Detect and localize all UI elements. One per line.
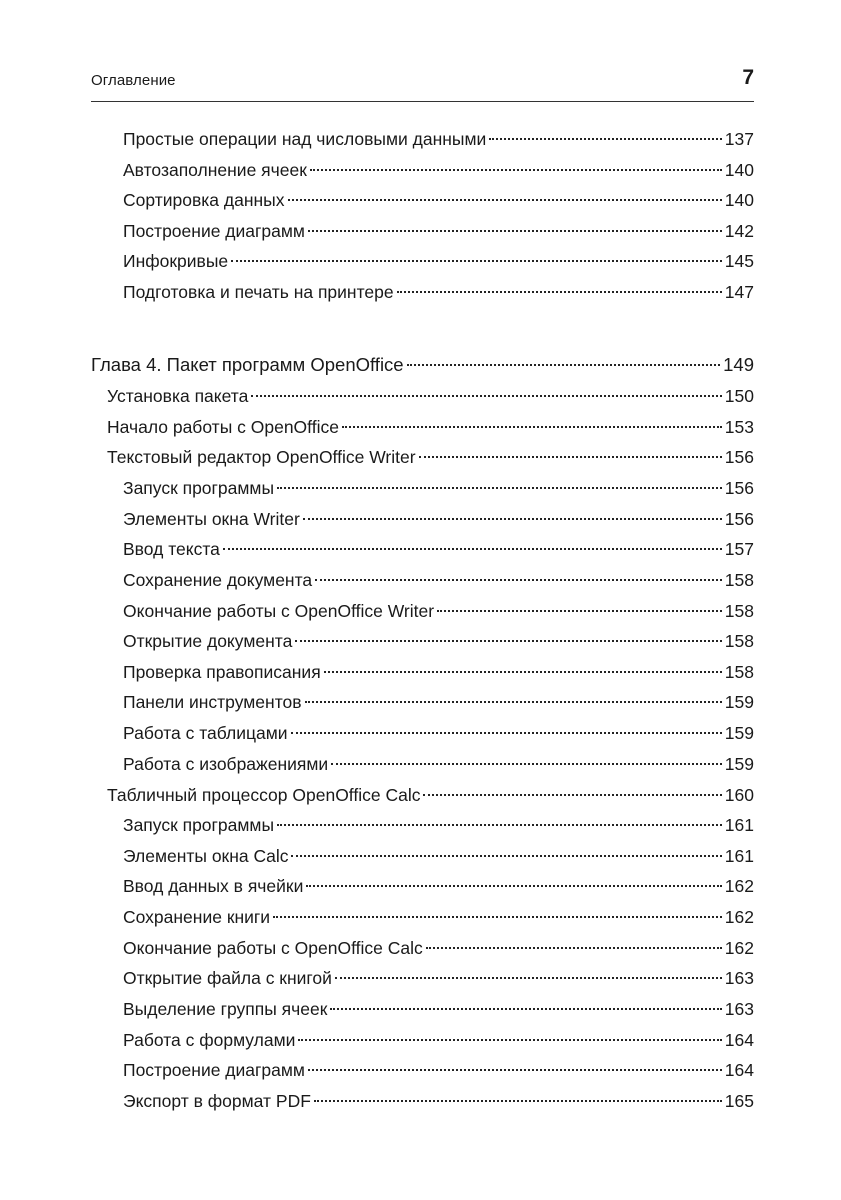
toc-entry-page: 159 [724, 754, 754, 774]
toc-section-entry [107, 414, 754, 440]
toc-entry-page: 164 [724, 1060, 754, 1080]
dot-leader [331, 763, 722, 765]
toc-entry-title: Проверка правописания [123, 662, 321, 682]
toc-entry-page: 161 [724, 846, 754, 866]
toc-subsection-entry [123, 536, 754, 562]
toc-entry-title: Панели инструментов [123, 692, 302, 712]
toc-entry-title: Ввод текста [123, 539, 220, 559]
toc-subsection-entry [123, 157, 754, 183]
dot-leader [277, 824, 722, 826]
toc-entry-page: 162 [724, 938, 754, 958]
toc-subsection-entry [123, 843, 754, 869]
toc-entry-page: 153 [724, 417, 754, 437]
toc-section-entry [107, 782, 754, 808]
toc-subsection-entry [123, 751, 754, 777]
toc-subsection-entry [123, 187, 754, 213]
toc-subsection-entry [123, 873, 754, 899]
toc-entry-page: 160 [724, 785, 754, 805]
toc-entry-title: Построение диаграмм [123, 1060, 305, 1080]
toc-subsection-entry [123, 659, 754, 685]
toc-entry-page: 156 [724, 509, 754, 529]
toc-entry-title: Работа с формулами [123, 1030, 296, 1050]
dot-leader [330, 1008, 721, 1010]
toc-entry-title: Окончание работы с OpenOffice Calc [123, 938, 423, 958]
toc-entry-title: Сохранение книги [123, 907, 271, 927]
toc-entry-page: 137 [724, 129, 754, 149]
toc-entry-title: Запуск программы [123, 478, 275, 498]
dot-leader [308, 1069, 722, 1071]
toc-entry-title: Сортировка данных [123, 190, 285, 210]
toc-subsection-entry [123, 567, 754, 593]
toc-entry-title: Табличный процессор OpenOffice Calc [107, 785, 421, 805]
toc-subsection-entry [123, 1057, 754, 1083]
toc-subsection-entry [123, 812, 754, 838]
toc-subsection-entry [123, 218, 754, 244]
toc-entry-title: Работа с изображениями [123, 754, 329, 774]
toc-entry-title: Сохранение документа [123, 570, 313, 590]
toc-subsection-entry [123, 506, 754, 532]
dot-leader [314, 1100, 722, 1102]
dot-leader [231, 260, 722, 262]
toc-entry-title: Экспорт в формат PDF [123, 1091, 311, 1111]
dot-leader [291, 732, 722, 734]
dot-leader [426, 947, 722, 949]
toc-subsection-entry [123, 904, 754, 930]
toc-entry-page: 147 [724, 282, 754, 302]
dot-leader [251, 395, 721, 397]
dot-leader [308, 230, 722, 232]
dot-leader [397, 291, 722, 293]
toc-entry-title: Текстовый редактор OpenOffice Writer [107, 447, 416, 467]
toc-subsection-entry [123, 475, 754, 501]
dot-leader [305, 701, 722, 703]
dot-leader [489, 138, 722, 140]
toc-entry-title: Открытие документа [123, 631, 293, 651]
dot-leader [423, 794, 721, 796]
toc-entry-title: Работа с таблицами [123, 723, 288, 743]
toc-subsection-entry [123, 996, 754, 1022]
toc-entry-title: Автозаполнение ячеек [123, 160, 307, 180]
toc-entry-page: 158 [724, 570, 754, 590]
toc-entry-page: 149 [723, 354, 754, 375]
toc-entry-page: 142 [724, 221, 754, 241]
toc-subsection-entry [123, 720, 754, 746]
toc-subsection-entry [123, 965, 754, 991]
toc-entry-page: 140 [724, 160, 754, 180]
toc-chapter-entry [91, 352, 754, 378]
dot-leader [298, 1039, 721, 1041]
toc-entry-page: 163 [724, 999, 754, 1019]
dot-leader [288, 199, 722, 201]
toc-entry-title: Элементы окна Calc [123, 846, 289, 866]
dot-leader [335, 977, 722, 979]
toc-subsection-entry [123, 689, 754, 715]
dot-leader [315, 579, 722, 581]
toc-entry-page: 140 [724, 190, 754, 210]
dot-leader [306, 885, 721, 887]
toc-entry-page: 162 [724, 876, 754, 896]
toc-entry-page: 161 [724, 815, 754, 835]
toc-entry-title: Ввод данных в ячейки [123, 876, 304, 896]
toc-entry-page: 159 [724, 723, 754, 743]
toc-entry-page: 145 [724, 251, 754, 271]
toc-subsection-entry [123, 126, 754, 152]
dot-leader [419, 456, 722, 458]
toc-entry-title: Элементы окна Writer [123, 509, 300, 529]
toc-subsection-entry [123, 1088, 754, 1114]
toc-entry-title: Открытие файла с книгой [123, 968, 332, 988]
toc-subsection-entry [123, 628, 754, 654]
page-number: 7 [742, 66, 754, 89]
dot-leader [223, 548, 722, 550]
toc-entry-title: Глава 4. Пакет программ OpenOffice [91, 354, 404, 375]
toc-subsection-entry [123, 935, 754, 961]
toc-section-entry [107, 444, 754, 470]
toc-entry-page: 156 [724, 478, 754, 498]
dot-leader [342, 426, 722, 428]
dot-leader [310, 169, 722, 171]
toc-entry-title: Подготовка и печать на принтере [123, 282, 394, 302]
toc-entry-page: 165 [724, 1091, 754, 1111]
toc-entry-page: 162 [724, 907, 754, 927]
toc-section-entry [107, 383, 754, 409]
toc-entry-title: Инфокривые [123, 251, 229, 271]
dot-leader [407, 364, 721, 366]
toc-entry-page: 156 [724, 447, 754, 467]
toc-entry-page: 158 [724, 631, 754, 651]
dot-leader [277, 487, 722, 489]
toc-entry-page: 159 [724, 692, 754, 712]
toc-entry-page: 158 [724, 662, 754, 682]
toc-entry-page: 150 [724, 386, 754, 406]
toc-subsection-entry [123, 248, 754, 274]
toc-entry-page: 164 [724, 1030, 754, 1050]
dot-leader [324, 671, 722, 673]
toc-entry-page: 163 [724, 968, 754, 988]
toc-entry-title: Запуск программы [123, 815, 275, 835]
toc-subsection-entry [123, 279, 754, 305]
toc-entry-title: Окончание работы с OpenOffice Writer [123, 601, 435, 621]
running-title: Оглавление [91, 72, 176, 89]
toc-entry-page: 157 [724, 539, 754, 559]
toc-entry-title: Построение диаграмм [123, 221, 305, 241]
toc-entry-title: Начало работы с OpenOffice [107, 417, 339, 437]
dot-leader [295, 640, 721, 642]
toc-subsection-entry [123, 1027, 754, 1053]
dot-leader [303, 518, 722, 520]
dot-leader [437, 610, 722, 612]
toc-entry-title: Выделение группы ячеек [123, 999, 328, 1019]
toc-entry-title: Установка пакета [107, 386, 249, 406]
toc-entry-title: Простые операции над числовыми данными [123, 129, 487, 149]
toc-subsection-entry [123, 598, 754, 624]
dot-leader [273, 916, 722, 918]
toc-entry-page: 158 [724, 601, 754, 621]
dot-leader [291, 855, 721, 857]
